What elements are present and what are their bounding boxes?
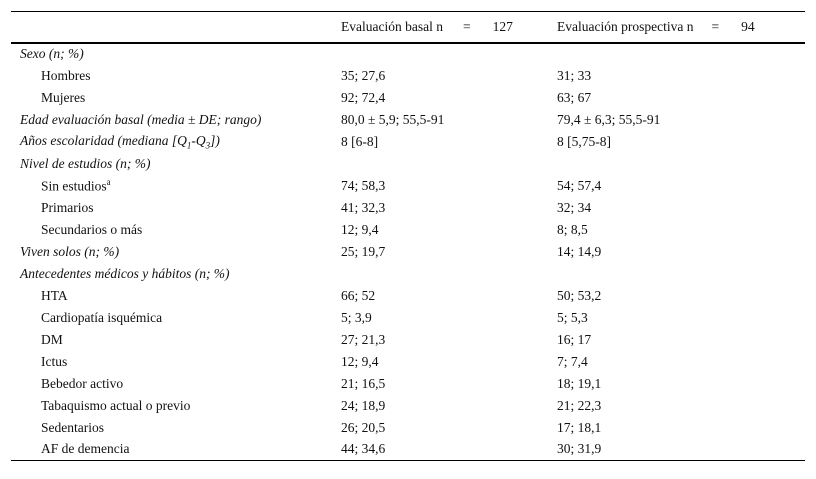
row-label: Bebedor activo <box>41 375 124 391</box>
row-label-text: Sin estudios <box>41 178 107 194</box>
cell-prospectiva: 32; 34 <box>557 199 592 215</box>
row-label: Sexo (n; %) <box>20 46 84 61</box>
row-label-part: -Q <box>191 132 206 148</box>
table-row <box>11 131 805 153</box>
table-row <box>11 439 805 461</box>
table-row <box>11 109 805 131</box>
cell-prospectiva <box>557 43 805 65</box>
table-row <box>11 153 805 175</box>
cell-basal: 12; 9,4 <box>341 221 379 237</box>
table-row <box>11 329 805 351</box>
row-label: Mujeres <box>41 89 86 105</box>
cell-prospectiva <box>557 263 805 285</box>
cell-basal: 21; 16,5 <box>341 375 386 391</box>
header-basal <box>341 12 557 43</box>
cell-basal: 5; 3,9 <box>341 309 372 325</box>
cell-basal <box>341 43 557 65</box>
row-label: Edad evaluación basal (media ± DE; rango) <box>20 111 262 127</box>
header-prospectiva <box>557 12 805 43</box>
cell-basal: 66; 52 <box>341 287 376 303</box>
header-empty-cell <box>11 12 341 43</box>
footnote-marker: a <box>106 176 111 187</box>
row-label: Viven solos (n; %) <box>20 243 120 259</box>
cell-basal: 80,0 ± 5,9; 55,5-91 <box>341 111 445 127</box>
row-label: Antecedentes médicos y hábitos (n; %) <box>20 265 230 281</box>
table-row <box>11 219 805 241</box>
row-label-subscript: 1 <box>186 140 192 151</box>
cell-basal: 12; 9,4 <box>341 353 379 369</box>
row-label: AF de demencia <box>41 441 130 457</box>
table-header <box>11 12 805 43</box>
table-row <box>11 43 805 65</box>
row-label: Tabaquismo actual o previo <box>41 397 191 413</box>
cell-prospectiva: 8; 8,5 <box>557 221 588 237</box>
header-prospectiva-label: Evaluación prospectiva n <box>557 18 694 34</box>
cell-prospectiva <box>557 153 805 175</box>
row-label <box>11 131 341 153</box>
table-row <box>11 417 805 439</box>
cell-prospectiva: 31; 33 <box>557 67 592 83</box>
table-row <box>11 197 805 219</box>
cell-basal: 24; 18,9 <box>341 397 386 413</box>
row-label: Nivel de estudios (n; %) <box>20 155 151 171</box>
cell-basal: 74; 58,3 <box>341 177 386 193</box>
cell-prospectiva: 30; 31,9 <box>557 441 602 457</box>
cell-prospectiva: 16; 17 <box>557 331 592 347</box>
row-label: Cardiopatía isquémica <box>41 309 163 325</box>
cell-basal: 8 [6-8] <box>341 133 379 149</box>
header-basal-label: Evaluación basal n <box>341 18 443 34</box>
cell-basal: 25; 19,7 <box>341 243 386 259</box>
cell-prospectiva: 17; 18,1 <box>557 419 602 435</box>
row-label: Sedentarios <box>41 419 104 435</box>
row-label: Hombres <box>41 67 91 83</box>
cell-prospectiva: 7; 7,4 <box>557 353 588 369</box>
header-prospectiva-eq: = <box>711 18 720 34</box>
table-row <box>11 307 805 329</box>
row-label-part: Años escolaridad (mediana [Q <box>20 132 187 148</box>
header-basal-eq: = <box>462 18 471 34</box>
cell-basal <box>341 153 557 175</box>
cell-prospectiva: 14; 14,9 <box>557 243 602 259</box>
row-label-subscript: 3 <box>205 140 211 151</box>
data-table <box>11 11 805 461</box>
cell-basal <box>341 263 557 285</box>
row-label: Primarios <box>41 199 94 215</box>
row-label: HTA <box>41 287 68 303</box>
cell-prospectiva: 63; 67 <box>557 89 592 105</box>
table-row <box>11 285 805 307</box>
header-basal-n: 127 <box>492 18 513 34</box>
cell-basal: 26; 20,5 <box>341 419 386 435</box>
cell-basal: 27; 21,3 <box>341 331 386 347</box>
cell-prospectiva: 18; 19,1 <box>557 375 602 391</box>
table-row <box>11 65 805 87</box>
cell-prospectiva: 54; 57,4 <box>557 177 602 193</box>
table-row <box>11 87 805 109</box>
cell-basal: 41; 32,3 <box>341 199 386 215</box>
row-label: Secundarios o más <box>41 221 143 237</box>
row-label: DM <box>41 331 63 347</box>
cell-prospectiva: 50; 53,2 <box>557 287 602 303</box>
cell-basal: 35; 27,6 <box>341 67 386 83</box>
cell-prospectiva: 21; 22,3 <box>557 397 602 413</box>
table-row <box>11 395 805 417</box>
table-body <box>11 43 805 461</box>
cell-prospectiva: 8 [5,75-8] <box>557 133 611 149</box>
table-row <box>11 373 805 395</box>
table-row <box>11 241 805 263</box>
cell-prospectiva: 5; 5,3 <box>557 309 588 325</box>
row-label: Ictus <box>41 353 68 369</box>
row-label <box>11 175 341 197</box>
table-row <box>11 175 805 197</box>
header-row <box>11 12 805 43</box>
cell-basal: 44; 34,6 <box>341 441 386 457</box>
row-label-part: ]) <box>210 132 220 148</box>
cell-prospectiva: 79,4 ± 6,3; 55,5-91 <box>557 111 661 127</box>
header-prospectiva-n: 94 <box>741 18 755 34</box>
table-row <box>11 263 805 285</box>
table-container <box>11 11 805 461</box>
cell-basal: 92; 72,4 <box>341 89 386 105</box>
table-row <box>11 351 805 373</box>
